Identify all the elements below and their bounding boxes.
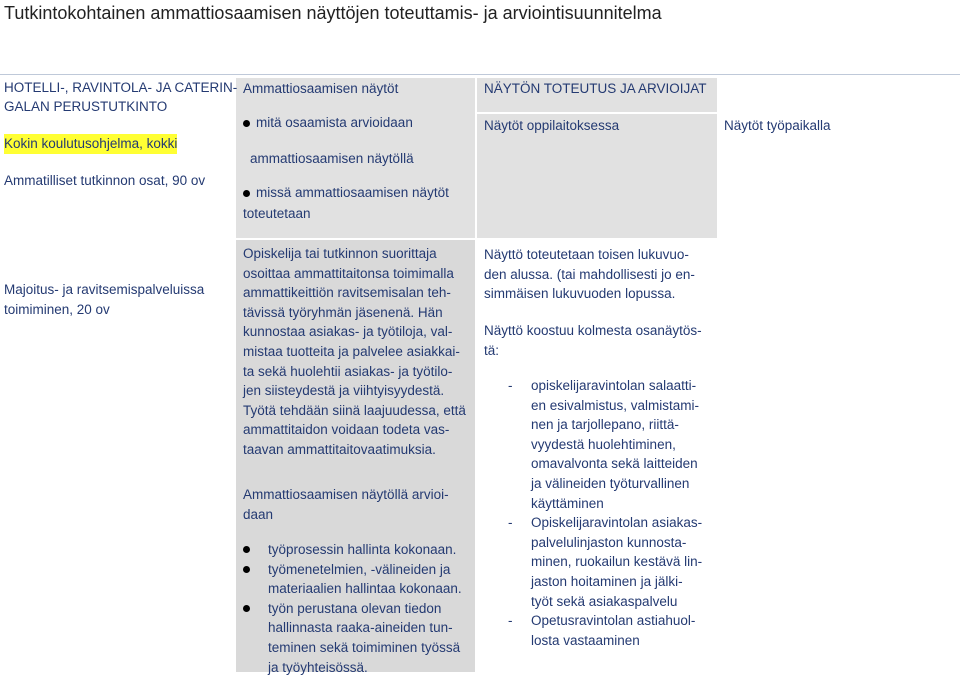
assess-item-line: hallinnasta raaka-aineiden tun- <box>268 620 453 636</box>
description-line: osoittaa ammattitaitonsa toimimalla <box>243 265 454 281</box>
assess-item-line: työmenetelmien, -välineiden ja <box>268 561 451 577</box>
assess-item <box>243 599 473 677</box>
col2-heading: Ammattiosaamisen näytöt <box>243 81 399 96</box>
assess-item-line: ja työyhteisössä. <box>268 659 368 675</box>
school-p2-line: tä: <box>484 342 500 358</box>
school-item-line: Opetusravintolan astiahuol- <box>531 613 696 629</box>
col3-school: Näytöt oppilaitoksessa <box>484 118 620 133</box>
school-list <box>484 376 714 650</box>
description-line: ta sekä huolehtii asiakas- ja työtilo- <box>243 363 453 379</box>
school-item-line: työt sekä asiakaspalvelu <box>531 593 678 609</box>
school-item <box>484 513 714 611</box>
description-line: Opiskelija tai tutkinnon suorittaja <box>243 246 437 261</box>
program-name: Kokin koulutusohjelma, kokki <box>4 134 177 154</box>
assess-intro-line2: daan <box>243 507 274 522</box>
school-item-line: käyttäminen <box>531 495 604 511</box>
school-item-line: vyydestä huolehtiminen, <box>531 436 676 452</box>
school-item-line: jaston hoitaminen ja jälki- <box>531 573 683 589</box>
assess-item-line: materiaalien hallintaa kokonaan. <box>268 581 462 597</box>
col2-item2-line2: toteutetaan <box>243 206 311 221</box>
col3-heading: NÄYTÖN TOTEUTUS JA ARVIOIJAT <box>484 81 707 96</box>
description-line: tävissä työryhmän jäsenenä. Hän <box>243 304 443 320</box>
bullet-icon <box>243 190 250 197</box>
unit-name-line2: toimiminen, 20 ov <box>4 302 110 317</box>
assess-item-line: työprosessin hallinta kokonaan. <box>268 542 457 557</box>
school-item-line: nen ja tarjollepano, riittä- <box>531 417 679 433</box>
school-item <box>484 376 714 513</box>
dash-marker: - <box>508 378 513 393</box>
description-line: jen siisteydestä ja viihtyisyydestä. <box>243 383 445 399</box>
school-p1-line: Näyttö toteutetaan toisen lukuvuo- <box>484 247 689 262</box>
school-item-line: palvelulinjaston kunnosta- <box>531 534 687 550</box>
col2-sub: ammattiosaamisen näytöllä <box>250 151 414 166</box>
school-p1-line: den alussa. (tai mahdollisesti jo en- <box>484 266 695 282</box>
units-total: Ammatilliset tutkinnon osat, 90 ov <box>4 173 206 188</box>
bullet-icon <box>243 605 250 612</box>
school-paragraph-1 <box>484 245 712 304</box>
assess-item-line: työn perustana olevan tiedon <box>268 600 442 616</box>
description-line: taavan ammattitaitovaatimuksia. <box>243 441 436 457</box>
col2-item2-line1: missä ammattiosaamisen näytöt <box>243 183 449 203</box>
page-title: Tutkintokohtainen ammattiosaamisen näyttöjen toteuttamis- ja arviointisuunnitelma <box>4 3 662 23</box>
assess-item <box>243 540 473 560</box>
school-item-line: losta vastaaminen <box>531 632 640 648</box>
unit-name-line1: Majoitus- ja ravitsemispalveluissa <box>4 282 205 297</box>
degree-name-line1: HOTELLI-, RAVINTOLA- JA CATERIN- <box>4 80 238 95</box>
school-item-line: Opiskelijaravintolan asiakas- <box>531 515 703 531</box>
assess-list <box>243 540 473 677</box>
description-line: ammattitaidon voidaan todeta vas- <box>243 422 450 438</box>
bullet-icon <box>243 546 250 553</box>
assess-item-line: teminen sekä toimiminen työssä <box>268 639 461 655</box>
school-item-line: en esivalmistus, valmistami- <box>531 397 700 413</box>
school-item <box>484 611 714 650</box>
description-line: Työtä tehdään siinä laajuudessa, että <box>243 402 466 418</box>
bullet-icon <box>243 120 250 127</box>
bullet-icon <box>243 566 250 573</box>
description-line: ammattikeittiön ravitsemisalan teh- <box>243 285 451 301</box>
school-p1-line: simmäisen lukuvuoden lopussa. <box>484 286 676 302</box>
header-subrule <box>477 112 960 114</box>
header-top-rule <box>0 74 960 75</box>
assess-intro-line1: Ammattiosaamisen näytöllä arvioi- <box>243 487 449 502</box>
school-p2-line: Näyttö koostuu kolmesta osanäytös- <box>484 323 702 338</box>
unit-description <box>243 244 471 460</box>
description-line: kunnostaa asiakas- ja työtiloja, val- <box>243 324 453 340</box>
school-item-line: minen, ruokailun kestävä lin- <box>531 554 703 570</box>
dash-marker: - <box>508 515 513 531</box>
dash-marker: - <box>508 613 513 629</box>
description-line: mistaa tuotteita ja palvelee asiakkai- <box>243 343 460 359</box>
school-item-line: ja välineiden työturvallinen <box>531 475 690 491</box>
assess-item <box>243 560 473 599</box>
header-col3-shade <box>477 78 717 238</box>
school-item-line: omavalvonta sekä laitteiden <box>531 456 698 472</box>
header-bottom-rule <box>0 238 960 240</box>
school-item-line: opiskelijaravintolan salaatti- <box>531 378 697 393</box>
col2-item1: mitä osaamista arvioidaan <box>243 113 413 133</box>
col4-workplace: Näytöt työpaikalla <box>724 118 831 133</box>
school-paragraph-2 <box>484 321 712 360</box>
degree-name-line2: GALAN PERUSTUTKINTO <box>4 99 168 114</box>
